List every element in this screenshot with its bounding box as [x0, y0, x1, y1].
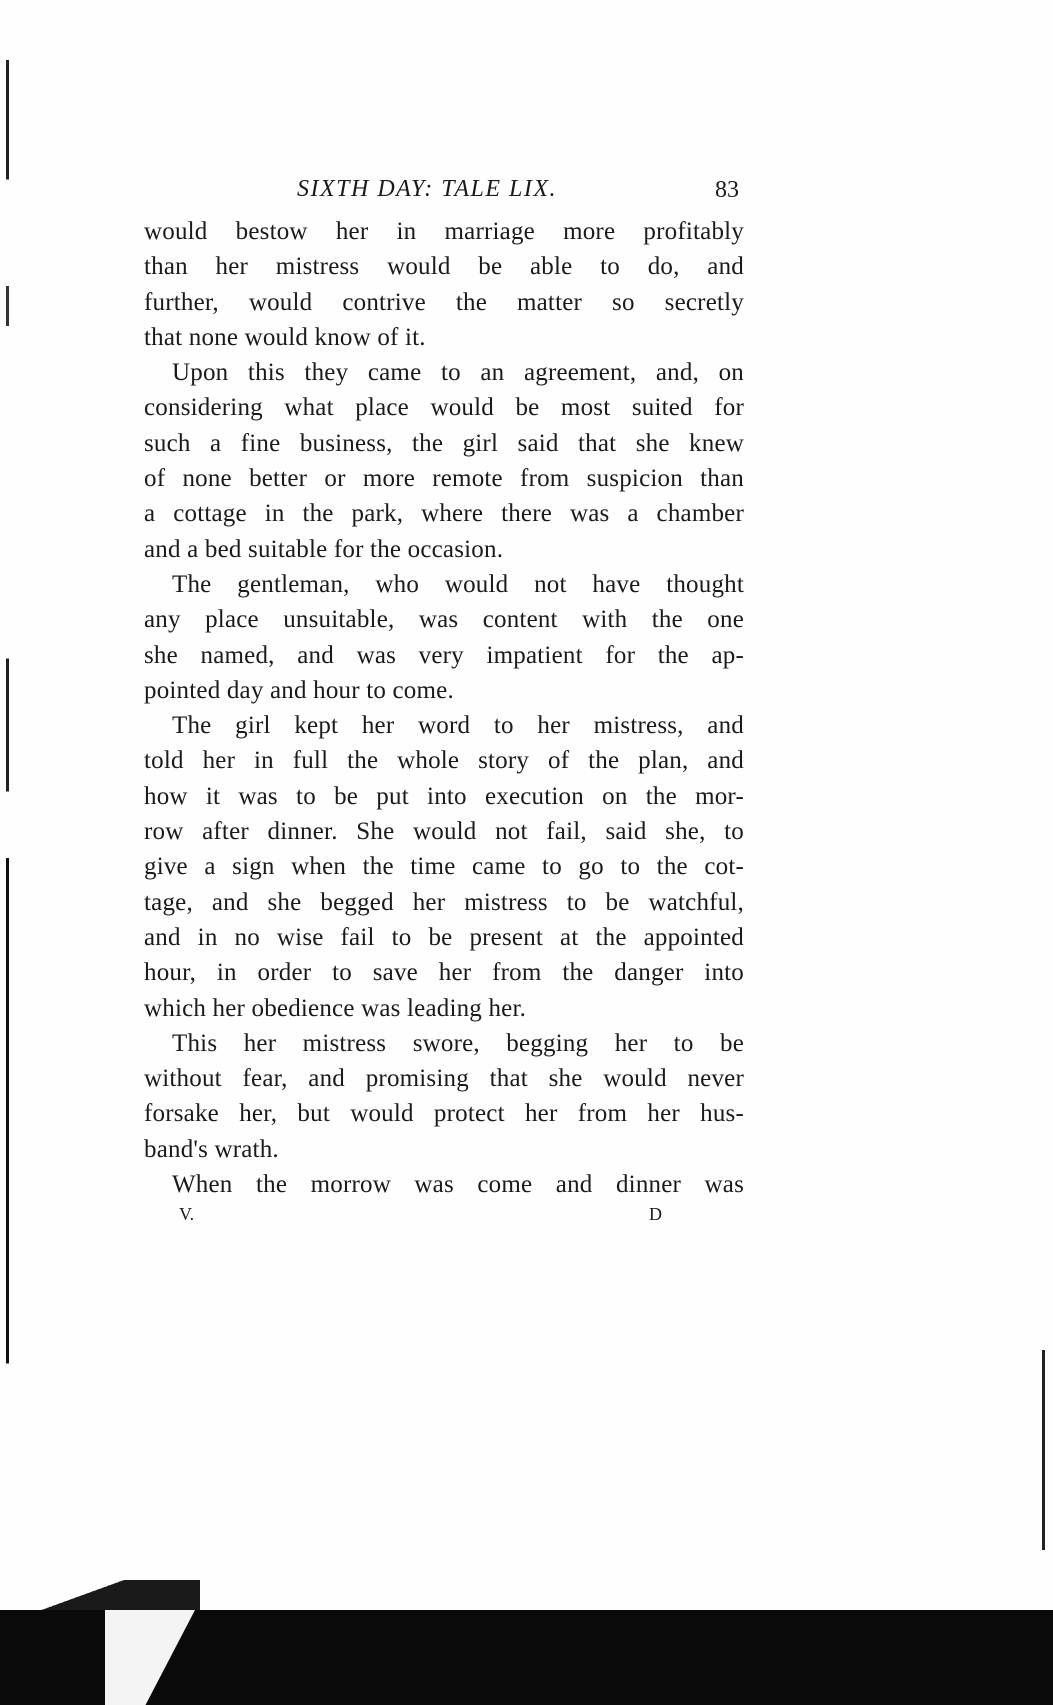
signature-mark: D — [649, 1204, 662, 1225]
text-line: such a fine business, the girl said that she knew — [144, 429, 744, 457]
text-line: that none would know of it. — [144, 323, 426, 351]
text-line: pointed day and hour to come. — [144, 676, 454, 704]
text-line: a cottage in the park, where there was a chamber — [144, 500, 744, 528]
signature-line — [144, 1200, 744, 1236]
page-number: 83 — [715, 177, 739, 203]
scan-left-edge — [6, 60, 9, 1390]
paragraph — [144, 708, 744, 1026]
text-line: The gentleman, who would not have thought — [172, 570, 744, 598]
paragraph — [144, 567, 744, 708]
text-line: and a bed suitable for the occasion. — [144, 535, 504, 563]
text-line: Upon this they came to an agreement, and, on — [172, 359, 744, 387]
scan-right-edge — [1042, 1350, 1045, 1550]
text-line: This her mistress swore, begging her to be — [172, 1029, 744, 1057]
text-line: hour, in order to save her from the danger into — [144, 959, 744, 987]
text-line: any place unsuitable, was content with the one — [144, 606, 744, 634]
text-line: told her in full the whole story of the plan, and — [144, 747, 744, 775]
text-line: forsake her, but would protect her from her hus- — [144, 1100, 744, 1128]
text-line: how it was to be put into execution on the mor- — [144, 782, 744, 810]
text-line: and in no wise fail to be present at the appointed — [144, 923, 744, 951]
text-line: she named, and was very impatient for the ap- — [144, 641, 744, 669]
volume-mark: V. — [179, 1204, 195, 1225]
text-line: row after dinner. She would not fail, said she, to — [144, 818, 744, 846]
text-line: of none better or more remote from suspicion than — [144, 465, 744, 493]
paragraph — [144, 355, 744, 567]
text-line: would bestow her in marriage more profitably — [144, 218, 744, 245]
text-line: without fear, and promising that she would never — [144, 1065, 744, 1093]
running-head-title: SIXTH DAY: TALE LIX. — [297, 176, 558, 202]
paragraph — [144, 1167, 744, 1202]
running-head — [144, 170, 744, 214]
paragraph — [144, 1026, 744, 1167]
body-text — [144, 214, 744, 1202]
text-line: tage, and she begged her mistress to be watchful, — [144, 888, 744, 916]
text-line: considering what place would be most suited for — [144, 394, 744, 422]
text-line: further, would contrive the matter so secretly — [144, 288, 744, 316]
paragraph — [144, 214, 744, 355]
text-line: When the morrow was come and dinner was — [172, 1171, 744, 1199]
text-line: than her mistress would be able to do, and — [144, 253, 744, 281]
text-line: give a sign when the time came to go to the cot- — [144, 853, 744, 881]
text-block — [144, 170, 744, 1236]
text-line: which her obedience was leading her. — [144, 994, 527, 1022]
text-line: The girl kept her word to her mistress, and — [172, 712, 744, 740]
text-line: band's wrath. — [144, 1135, 279, 1163]
